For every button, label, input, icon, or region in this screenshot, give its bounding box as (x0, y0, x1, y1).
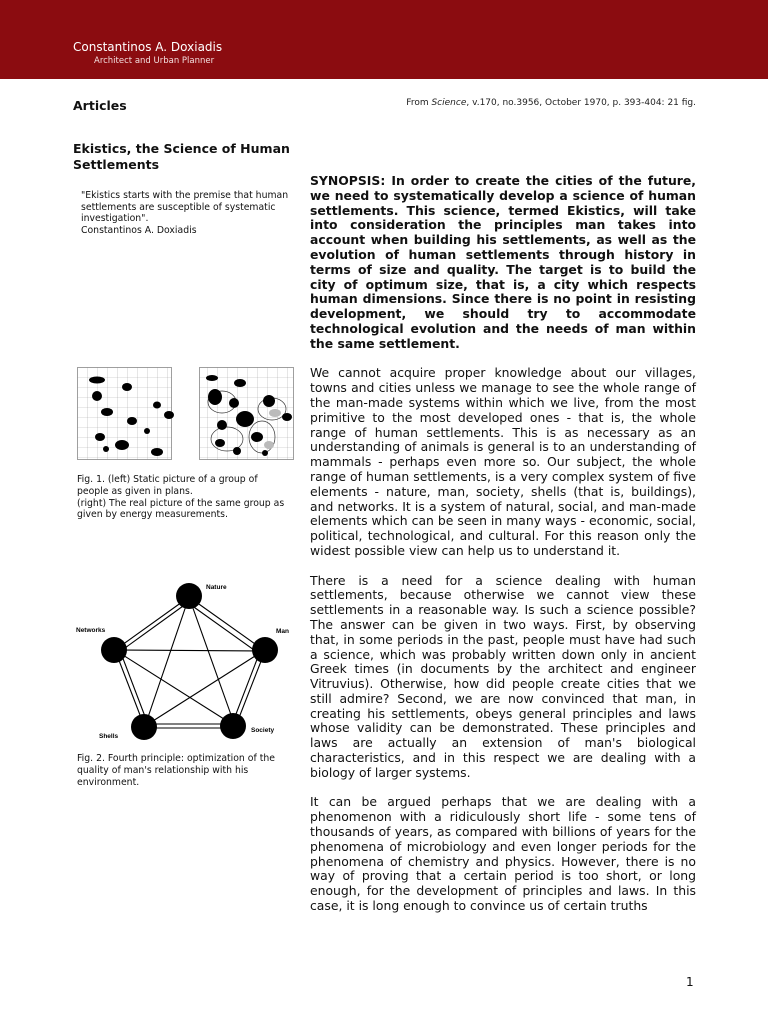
quote-author: Constantinos A. Doxiadis (81, 224, 197, 236)
article-body (310, 174, 696, 929)
section-heading: Articles (73, 98, 127, 113)
figure-2-diagram (72, 580, 294, 742)
figure-1-caption: Fig. 1. (left) Static picture of a group of people as given in plans. (right) The real picture of the same group as given by energy measurements. (77, 474, 285, 521)
article-title: Ekistics, the Science of Human Settlements (73, 141, 290, 172)
label-man: Man (276, 628, 289, 635)
pull-quote (81, 190, 296, 236)
author-name: Constantinos A. Doxiadis (73, 40, 223, 54)
synopsis: SYNOPSIS: In order to create the cities of the future, we need to systematically develop a science of human settlements. This science, termed Ekistics, will take into consideration the principles man takes into account when building his settlements, as well as the evolution of human settlements through history in terms of size and quality. The target is to build the city of optimum size, that is, a city which respects human dimensions. Since there is no point in resisting development, we should try to accommodate technological evolution and the needs of man within the same settlement. (310, 173, 696, 351)
label-nature: Nature (206, 584, 227, 591)
body-paragraph: It can be argued perhaps that we are dealing with a phenomenon with a ridiculously short life - some tens of thousands of years, as compared with billions of years for the phenomena of microbiology and even longer periods for the phenomena of chemistry and physics. However, there is no way of proving that a certain period is too short, or long enough, for the development of principles and laws. In this case, it is long enough to convince us of certain truths (310, 794, 696, 914)
page-number: 1 (686, 975, 694, 989)
page-header-band (0, 0, 768, 79)
source-citation (406, 98, 696, 108)
author-role: Architect and Urban Planner (94, 56, 215, 66)
label-shells: Shells (99, 733, 119, 740)
figure-2-caption: Fig. 2. Fourth principle: optimization of the quality of man's relationship with his environment. (77, 753, 275, 788)
label-networks: Networks (76, 627, 106, 634)
label-society: Society (251, 727, 275, 734)
source-journal: Science (431, 98, 467, 108)
body-paragraph: We cannot acquire proper knowledge about our villages, towns and cities unless we manage to see the whole range of the man-made systems within which we live, from the most primitive to the most developed ones - that is, the whole range of human settlements. This is as necessary as an understanding of animals is general is to an understanding of mammals - perhaps even more so. Our subject, the whole range of human settlements, is a very complex system of five elements - nature, man, society, shells (that is, buildings), and networks. It is a system of natural, social, and man-made elements which can be seen in many ways - economic, social, political, technological, and cultural. For this reason only the widest possible view can help us to understand it. (310, 365, 696, 558)
source-prefix: From (406, 98, 432, 108)
body-paragraph: There is a need for a science dealing with human settlements, because otherwise we cannot view these settlements in a reasonable way. Is such a science possible? The answer can be given in two ways. First, by observing that, in some periods in the past, people must have had such a science, which was probably written down only in ancient Greek times (in documents by the architect and engineer Vitruvius). Otherwise, how did people create cities that we still admire? Second, we are now convinced that man, in creating his settlements, obeys general principles and laws whose validity can be demonstrated. These principles and laws are actually an extension of man's biological characteristics, and in this respect we are dealing with a biology of larger systems. (310, 572, 696, 780)
quote-text: "Ekistics starts with the premise that human settlements are susceptible of systematic investigation". (81, 190, 289, 224)
figure-1-image (77, 367, 297, 461)
source-suffix: , v.170, no.3956, October 1970, p. 393-404: 21 fig. (466, 98, 696, 108)
